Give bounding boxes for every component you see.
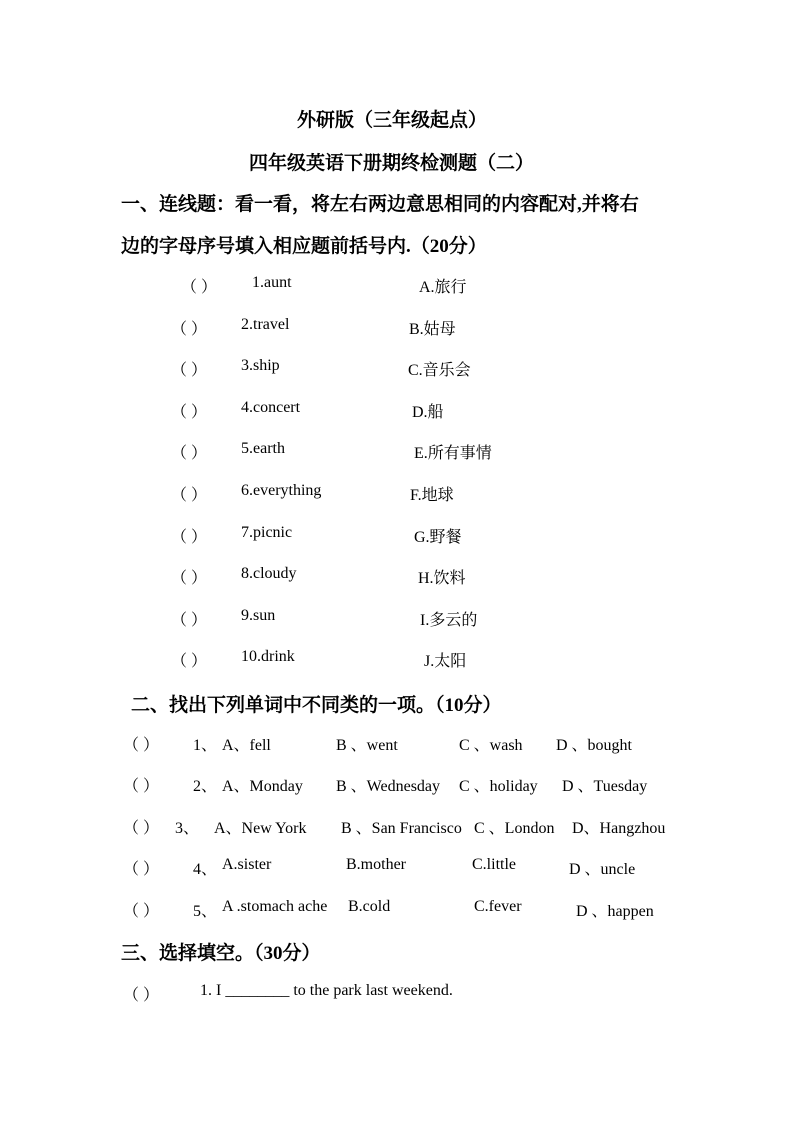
option-c: C 、London — [474, 820, 555, 837]
option-b: B 、San Francisco — [341, 820, 462, 837]
match-answer: B.姑母 — [409, 321, 456, 338]
match-blank: （ ） — [171, 570, 208, 587]
option-c: C.fever — [474, 898, 522, 915]
section2-heading: 二、找出下列单词中不同类的一项。（10分） — [131, 695, 502, 716]
option-d: D、Hangzhou — [572, 820, 666, 837]
match-answer: H.饮料 — [418, 570, 466, 587]
option-d: D 、happen — [576, 903, 654, 920]
match-blank: （ ） — [171, 529, 208, 546]
question-blank: （ ） — [123, 987, 160, 1004]
choice-blank: （ ） — [123, 778, 160, 795]
section1-heading-line1: 一、连线题：看一看，将左右两边意思相同的内容配对,并将右 — [121, 194, 639, 215]
match-word: 6.everything — [241, 482, 322, 499]
match-blank: （ ） — [171, 404, 208, 421]
option-b: B 、went — [336, 737, 398, 754]
choice-number: 4、 — [193, 861, 218, 878]
match-word: 7.picnic — [241, 524, 293, 541]
match-blank: （ ） — [171, 445, 208, 462]
match-answer: I.多云的 — [420, 612, 478, 629]
question-text: 1. I ________ to the park last weekend. — [200, 982, 453, 999]
match-answer: D.船 — [412, 404, 444, 421]
match-answer: A.旅行 — [419, 279, 467, 296]
option-c: C 、holiday — [459, 778, 538, 795]
choice-number: 2、 — [193, 778, 218, 795]
match-blank: （ ） — [171, 653, 208, 670]
option-d: D 、bought — [556, 737, 633, 754]
match-word: 2.travel — [241, 316, 290, 333]
match-blank: （ ） — [171, 321, 208, 338]
match-answer: E.所有事情 — [414, 445, 492, 462]
match-answer: F.地球 — [410, 487, 454, 504]
match-answer: G.野餐 — [414, 529, 462, 546]
match-answer: C.音乐会 — [408, 362, 471, 379]
option-b: B 、Wednesday — [336, 778, 441, 795]
match-blank: （ ） — [171, 487, 208, 504]
match-word: 8.cloudy — [241, 565, 297, 582]
choice-number: 3、 — [175, 820, 200, 837]
option-b: B.mother — [346, 856, 406, 873]
option-c: C 、wash — [459, 737, 523, 754]
match-word: 3.ship — [241, 357, 280, 374]
match-word: 10.drink — [241, 648, 295, 665]
choice-number: 5、 — [193, 903, 218, 920]
choice-blank: （ ） — [123, 861, 160, 878]
choice-blank: （ ） — [123, 903, 160, 920]
match-blank: （ ） — [181, 279, 218, 296]
match-word: 1.aunt — [252, 274, 292, 291]
choice-blank: （ ） — [123, 737, 160, 754]
choice-number: 1、 — [193, 737, 218, 754]
section1-heading-line2: 边的字母序号填入相应题前括号内.（20分） — [121, 236, 487, 257]
option-a: A、New York — [214, 820, 307, 837]
match-word: 9.sun — [241, 607, 276, 624]
option-d: D 、Tuesday — [562, 778, 648, 795]
match-word: 5.earth — [241, 440, 285, 457]
match-word: 4.concert — [241, 399, 301, 416]
option-b: B.cold — [348, 898, 391, 915]
choice-blank: （ ） — [123, 820, 160, 837]
option-a: A .stomach ache — [222, 898, 328, 915]
match-blank: （ ） — [171, 612, 208, 629]
match-blank: （ ） — [171, 362, 208, 379]
option-a: A、Monday — [222, 778, 303, 795]
option-c: C.little — [472, 856, 516, 873]
document-title-line2: 四年级英语下册期终检测题（二） — [249, 153, 535, 174]
option-a: A、fell — [222, 737, 271, 754]
match-answer: J.太阳 — [424, 653, 467, 670]
section3-heading: 三、选择填空。（30分） — [121, 943, 321, 964]
document-title-line1: 外研版（三年级起点） — [297, 110, 488, 131]
option-d: D 、uncle — [569, 861, 636, 878]
option-a: A.sister — [222, 856, 272, 873]
